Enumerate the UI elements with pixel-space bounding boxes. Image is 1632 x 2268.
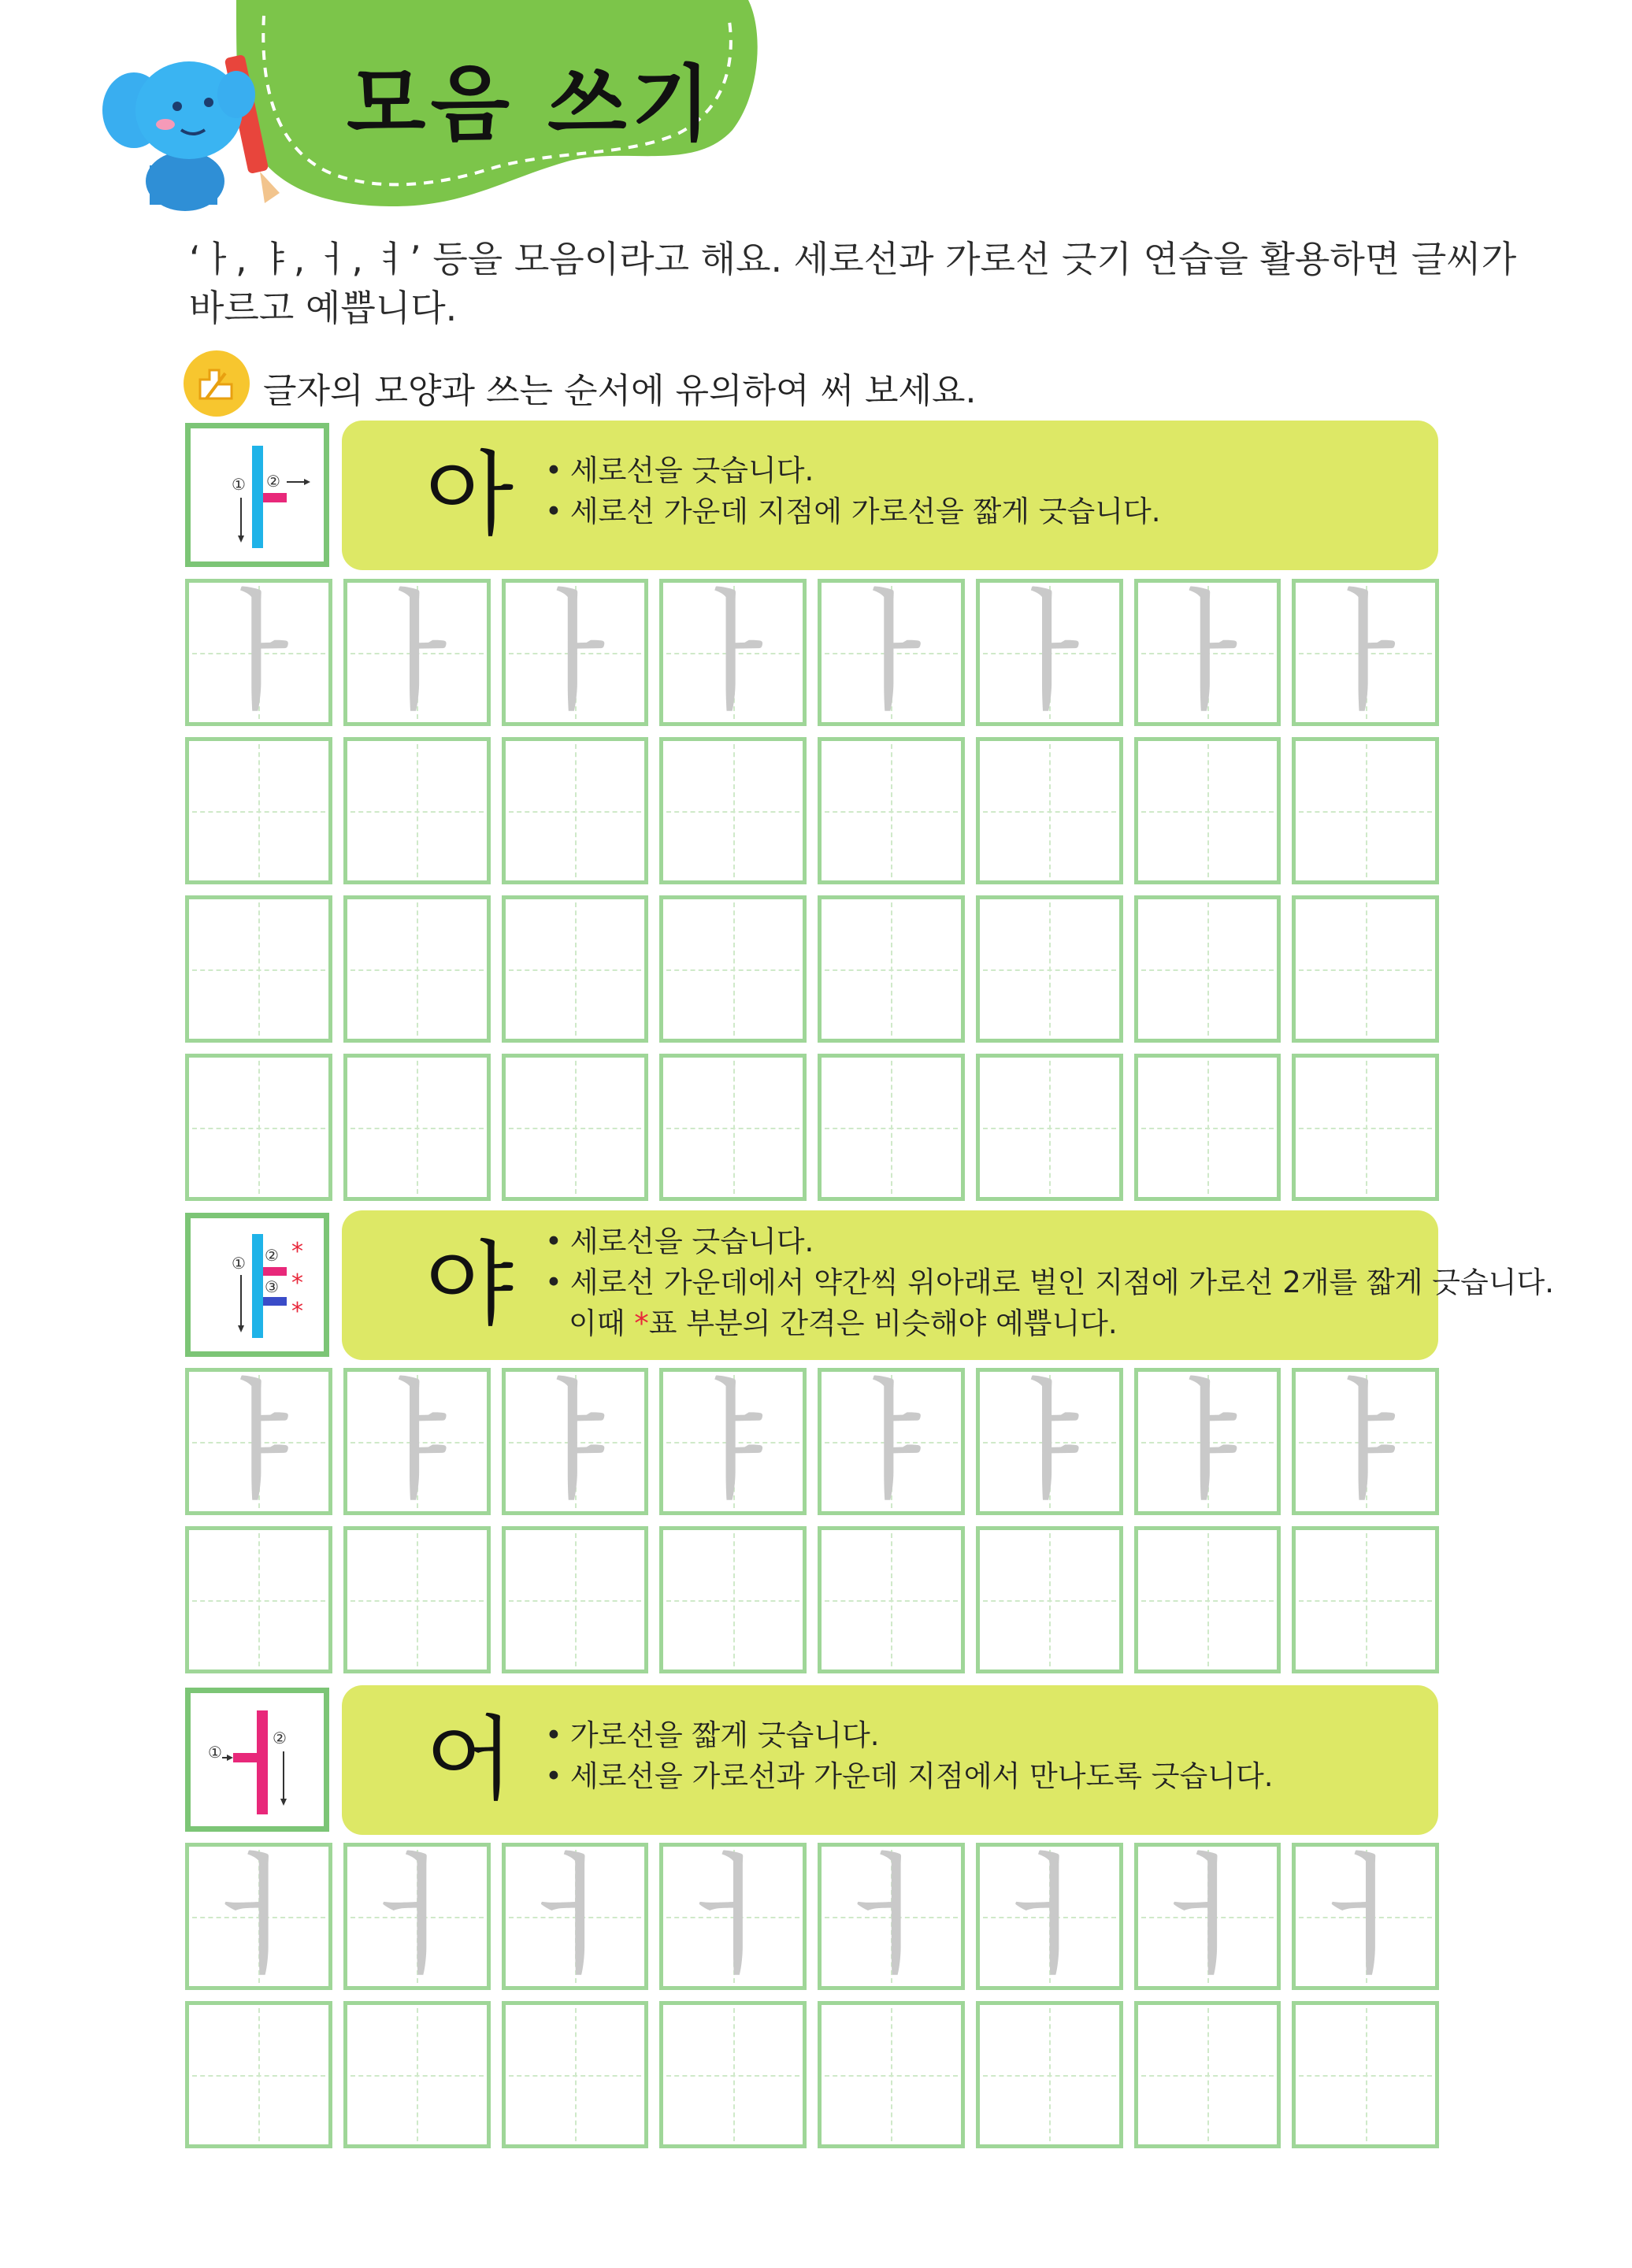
grid-row (185, 895, 1439, 1043)
trace-glyph: ㅑ (510, 1364, 640, 1519)
trace-cell (343, 1364, 491, 1519)
practice-cell (502, 737, 649, 884)
practice-cell (1292, 1054, 1439, 1201)
trace-cell (818, 1839, 965, 1994)
trace-glyph: ㅓ (352, 1839, 481, 1994)
practice-cell (659, 1054, 807, 1201)
grid-row (185, 1839, 1439, 1994)
writing-hand-icon (183, 350, 250, 417)
example-syllable: 야 (425, 1232, 514, 1338)
trace-cell (659, 1839, 807, 1994)
practice-cell (1134, 895, 1281, 1043)
practice-cell (185, 895, 332, 1043)
practice-cell (976, 2001, 1123, 2148)
trace-cell (659, 575, 807, 730)
stroke-order-model-ya (185, 1213, 329, 1357)
practice-cell (976, 1054, 1123, 1201)
bullet-item: • 세로선 가운데 지점에 가로선을 짧게 긋습니다. (545, 491, 1161, 532)
practice-cell (976, 895, 1123, 1043)
stroke-order-model-a (185, 423, 329, 567)
intro-text-line-1: ‘ㅏ, ㅑ, ㅓ, ㅕ’ 등을 모음이라고 해요. 세로선과 가로선 긋기 연습을 활용하면 글씨가 (189, 238, 1517, 280)
practice-cell (185, 1526, 332, 1673)
practice-cell (502, 1054, 649, 1201)
practice-cell (659, 737, 807, 884)
practice-cell (976, 737, 1123, 884)
star-mark: * (634, 1306, 649, 1340)
svg-text:①: ① (232, 1254, 246, 1273)
example-syllable: 어 (425, 1707, 514, 1813)
trace-glyph: ㅓ (669, 1839, 797, 1994)
practice-cell (343, 2001, 491, 2148)
practice-cell (818, 895, 965, 1043)
trace-cell (659, 1364, 807, 1519)
practice-grid-eo (185, 1839, 1439, 2159)
trace-cell (502, 1364, 649, 1519)
trace-cell (1134, 1839, 1281, 1994)
svg-text:②: ② (273, 1729, 287, 1747)
bullet-item: • 세로선을 긋습니다. (545, 450, 1161, 491)
trace-cell (1292, 575, 1439, 730)
practice-cell (818, 1054, 965, 1201)
practice-cell (659, 2001, 807, 2148)
bullet-item: • 세로선을 가로선과 가운데 지점에서 만나도록 긋습니다. (545, 1756, 1273, 1797)
trace-cell (818, 1364, 965, 1519)
practice-cell (343, 1054, 491, 1201)
trace-glyph: ㅏ (352, 575, 481, 730)
elephant-mascot-icon (102, 32, 291, 220)
trace-cell (1292, 1364, 1439, 1519)
practice-cell (502, 2001, 649, 2148)
trace-cell (502, 1839, 649, 1994)
trace-glyph: ㅑ (669, 1364, 797, 1519)
practice-cell (343, 895, 491, 1043)
trace-glyph: ㅑ (1143, 1364, 1272, 1519)
instruction-bullets (545, 450, 1161, 532)
trace-glyph: ㅑ (985, 1364, 1114, 1519)
practice-cell (502, 895, 649, 1043)
trace-cell (185, 1364, 332, 1519)
practice-grid-a (185, 575, 1439, 1212)
trace-cell (185, 1839, 332, 1994)
grid-row (185, 1526, 1439, 1673)
instruction-text: 글자의 모양과 쓰는 순서에 유의하여 써 보세요. (263, 371, 977, 411)
practice-grid-ya (185, 1364, 1439, 1684)
trace-glyph: ㅏ (195, 575, 323, 730)
trace-cell (1134, 1364, 1281, 1519)
svg-text:*: * (291, 1298, 303, 1325)
trace-cell (185, 575, 332, 730)
practice-cell (1134, 1526, 1281, 1673)
trace-cell (1134, 575, 1281, 730)
info-bar-eo (342, 1685, 1438, 1835)
trace-glyph: ㅑ (827, 1364, 955, 1519)
trace-cell (343, 575, 491, 730)
grid-row (185, 1364, 1439, 1519)
grid-row (185, 737, 1439, 884)
svg-text:*: * (291, 1269, 303, 1297)
info-bar-a (342, 421, 1438, 570)
example-syllable: 아 (425, 442, 514, 548)
trace-glyph: ㅏ (510, 575, 640, 730)
practice-cell (659, 895, 807, 1043)
practice-cell (1292, 1526, 1439, 1673)
trace-cell (976, 575, 1123, 730)
trace-glyph: ㅏ (827, 575, 955, 730)
trace-glyph: ㅏ (1143, 575, 1272, 730)
note-line: 이때 *표 부분의 간격은 비슷해야 예쁩니다. (569, 1306, 1118, 1340)
trace-glyph: ㅓ (827, 1839, 955, 1994)
trace-glyph: ㅓ (1143, 1839, 1272, 1994)
trace-glyph: ㅓ (195, 1839, 323, 1994)
svg-text:①: ① (208, 1743, 222, 1762)
practice-cell (1292, 2001, 1439, 2148)
bullet-item: • 세로선 가운데에서 약간씩 위아래로 벌인 지점에 가로선 2개를 짧게 긋습니다. (545, 1262, 1554, 1303)
trace-cell (976, 1839, 1123, 1994)
practice-cell (976, 1526, 1123, 1673)
svg-text:①: ① (232, 475, 246, 494)
practice-cell (818, 737, 965, 884)
practice-cell (659, 1526, 807, 1673)
trace-cell (1292, 1839, 1439, 1994)
practice-cell (818, 2001, 965, 2148)
grid-row (185, 2001, 1439, 2148)
grid-row (185, 575, 1439, 730)
instruction-bullets (545, 1221, 1554, 1344)
practice-cell (343, 1526, 491, 1673)
trace-glyph: ㅓ (985, 1839, 1114, 1994)
svg-text:②: ② (266, 472, 280, 491)
svg-text:③: ③ (265, 1277, 279, 1296)
practice-cell (343, 737, 491, 884)
practice-cell (1134, 2001, 1281, 2148)
info-bar-ya (342, 1210, 1554, 1360)
intro-text-line-2: 바르고 예쁩니다. (189, 287, 458, 329)
stroke-order-model-eo (185, 1688, 329, 1832)
practice-cell (502, 1526, 649, 1673)
trace-cell (343, 1839, 491, 1994)
practice-cell (185, 1054, 332, 1201)
svg-text:*: * (291, 1238, 303, 1266)
grid-row (185, 1054, 1439, 1201)
trace-glyph: ㅓ (1301, 1839, 1430, 1994)
trace-glyph: ㅑ (195, 1364, 323, 1519)
trace-glyph: ㅓ (510, 1839, 640, 1994)
practice-cell (1134, 1054, 1281, 1201)
practice-cell (1134, 737, 1281, 884)
practice-cell (185, 2001, 332, 2148)
bullet-item: • 세로선을 긋습니다. (545, 1221, 1554, 1262)
trace-glyph: ㅏ (985, 575, 1114, 730)
trace-glyph: ㅑ (1301, 1364, 1430, 1519)
practice-cell (185, 737, 332, 884)
page-title: 모음 쓰기 (347, 56, 716, 152)
trace-cell (502, 575, 649, 730)
trace-glyph: ㅏ (1301, 575, 1430, 730)
trace-cell (976, 1364, 1123, 1519)
trace-glyph: ㅑ (352, 1364, 481, 1519)
practice-cell (1292, 895, 1439, 1043)
practice-cell (818, 1526, 965, 1673)
bullet-item: • 가로선을 짧게 긋습니다. (545, 1715, 1273, 1756)
instruction-bullets (545, 1715, 1273, 1797)
trace-cell (818, 575, 965, 730)
trace-glyph: ㅏ (669, 575, 797, 730)
practice-cell (1292, 737, 1439, 884)
svg-text:②: ② (265, 1246, 279, 1265)
